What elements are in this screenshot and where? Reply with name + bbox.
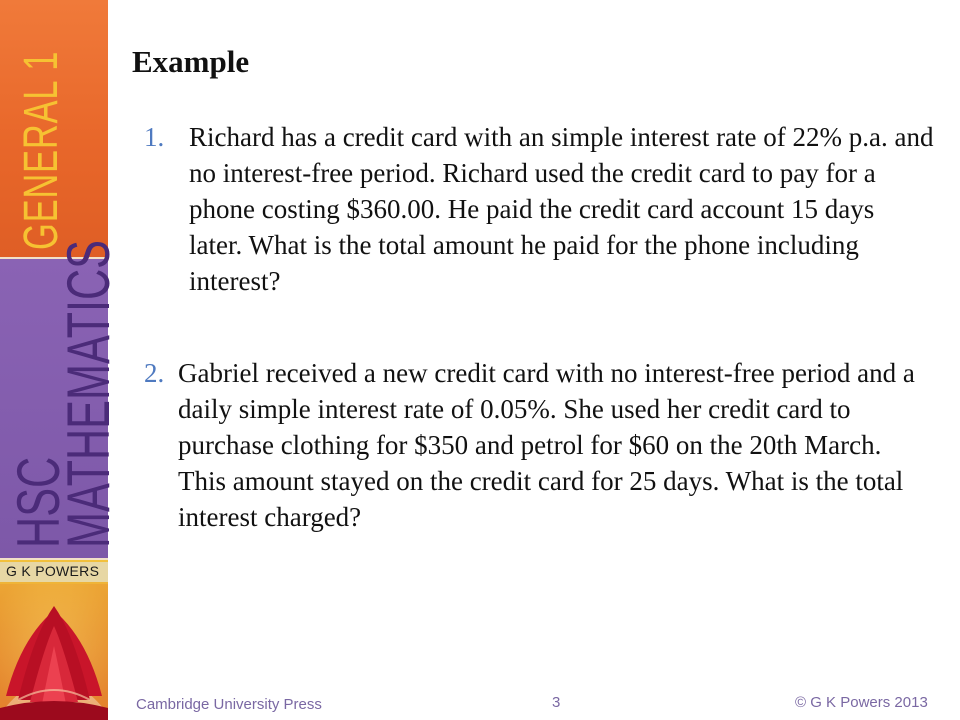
banner-course-title: GENERAL 1 bbox=[15, 50, 68, 250]
footer-page-number: 3 bbox=[552, 694, 561, 711]
problem-text: Gabriel received a new credit card with no interest-free period and a daily simple interest rate of 0.05%. She used her credit card to purchase clothing for $350 and petrol for $60 on the 20th March. This amount stayed on the credit card for 25 days. What is the total interest charged? bbox=[178, 358, 915, 532]
banner-hsc-title: HSC bbox=[5, 456, 72, 548]
banner-author: G K POWERS bbox=[6, 563, 100, 579]
slide-title: Example bbox=[132, 44, 250, 79]
banner-author-strip bbox=[0, 562, 108, 582]
problem-text: Richard has a credit card with an simple interest rate of 22% p.a. and no interest-free period. Richard used the credit card to pay for a phone costing $360.00. He paid the credit card account 15 days later. What is the total amount he paid for the phone including interest? bbox=[189, 122, 934, 296]
problem-number: 2. bbox=[144, 358, 165, 388]
problem-item-2 bbox=[144, 355, 934, 535]
lotus-logo-icon bbox=[0, 584, 108, 720]
banner-divider bbox=[0, 558, 108, 560]
problem-item-1 bbox=[144, 119, 934, 299]
footer-copyright: © G K Powers 2013 bbox=[795, 694, 928, 711]
banner-subject-title: MATHEMATICS bbox=[55, 240, 122, 549]
footer-publisher: Cambridge University Press bbox=[136, 696, 322, 713]
problem-number: 1. bbox=[144, 122, 165, 152]
left-banner bbox=[0, 0, 122, 720]
